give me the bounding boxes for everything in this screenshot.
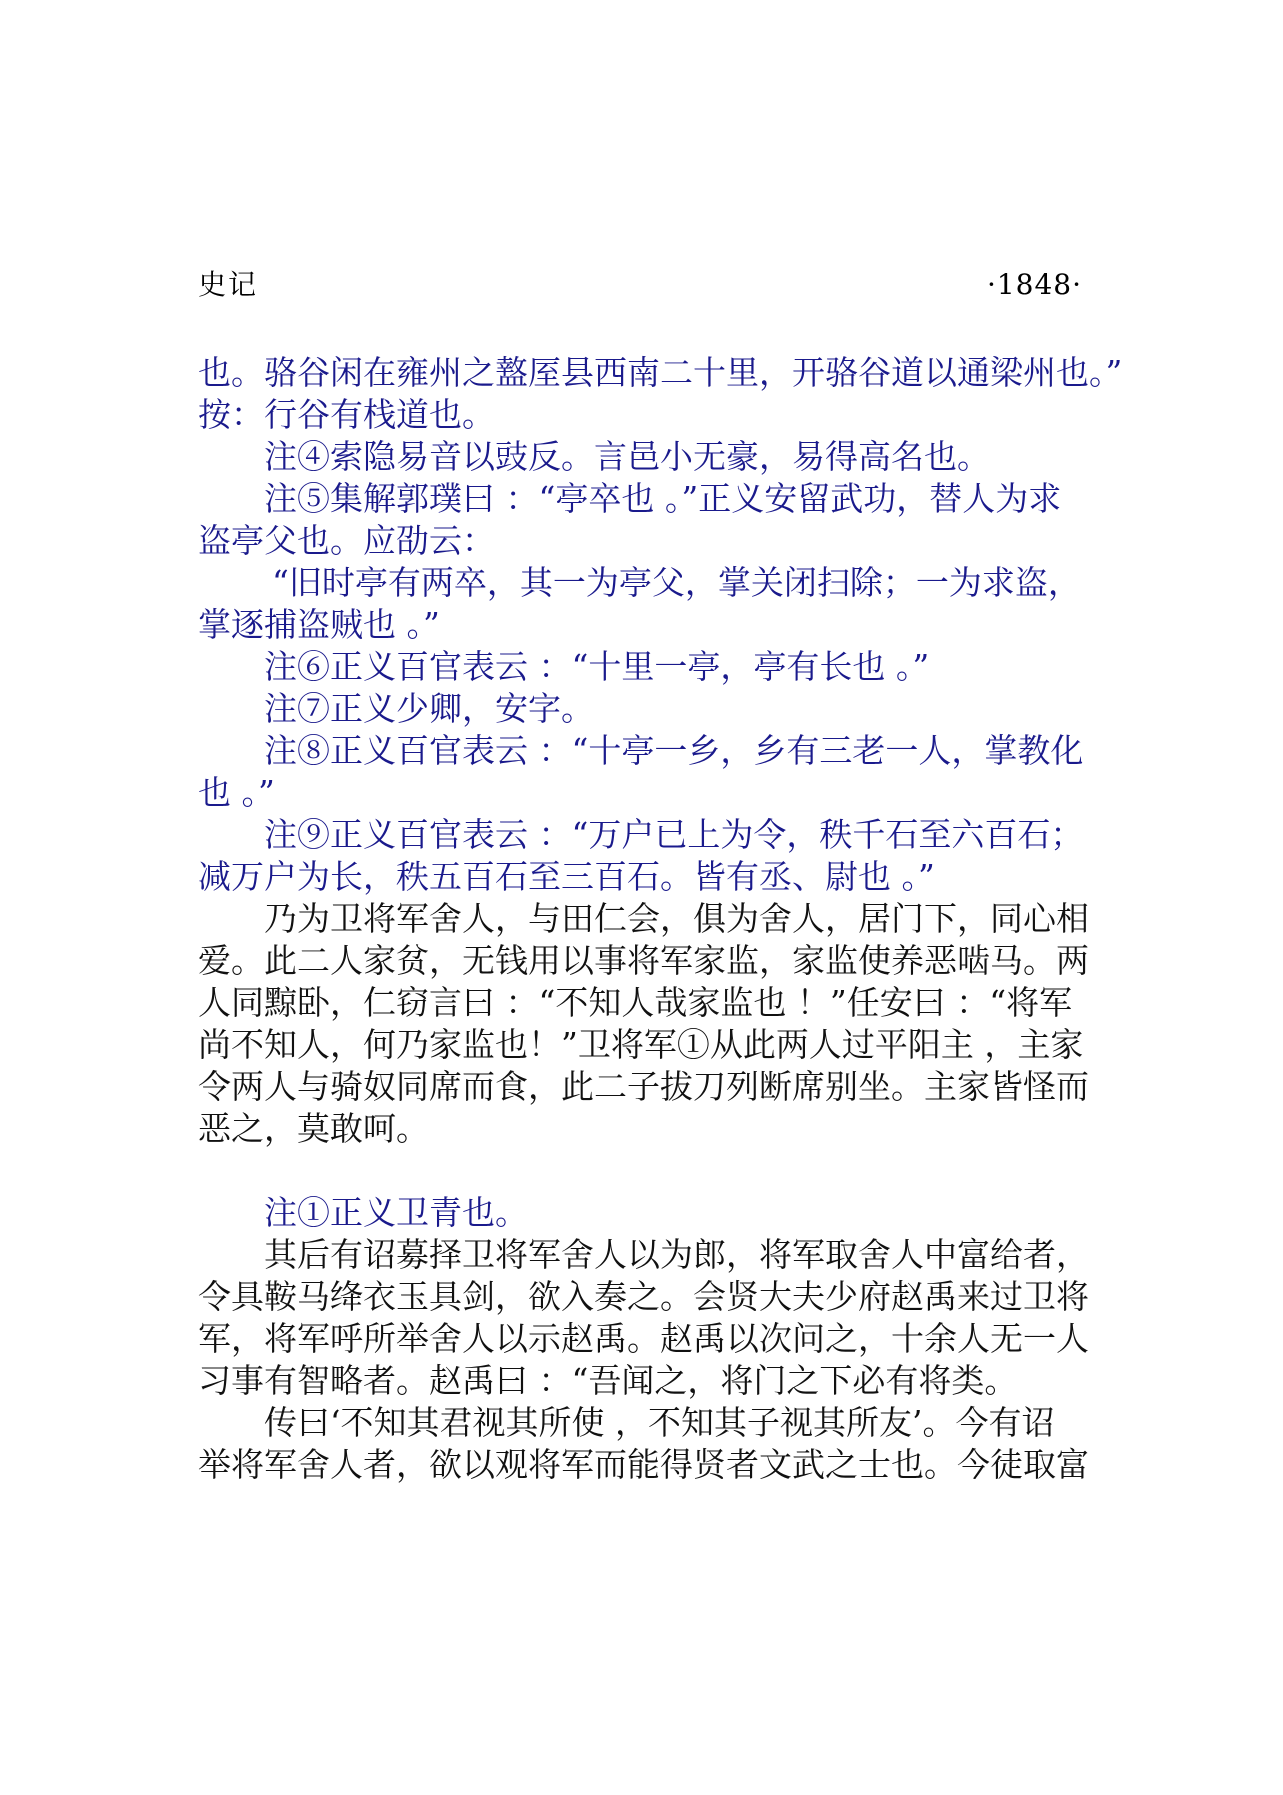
annotation-line: 注⑨正义百官表云 ：“万户已上为令，秩千石至六百石； xyxy=(264,815,1084,854)
annotation-line: 减万户为长，秩五百石至三百石。皆有丞、尉也 。” xyxy=(198,857,935,896)
text-body xyxy=(198,352,1123,1486)
annotation-line: 注⑦正义少卿，安字。 xyxy=(264,689,594,728)
text-line: 爱。此二人家贫，无钱用以事将军家监，家监使养恶啮马。两 xyxy=(198,941,1089,980)
text-line: 人同黥卧，仁窃言曰 ：“不知人哉家监也 ！”任安曰 ：“将军 xyxy=(198,983,1073,1022)
annotation-line: 注①正义卫青也。 xyxy=(264,1193,528,1232)
annotation-line: 盗亭父也。应劭云： xyxy=(198,521,495,560)
page-header xyxy=(198,265,1082,305)
text-line: 举将军舍人者，欲以观将军而能得贤者文武之士也。今徒取富 xyxy=(198,1445,1089,1484)
annotation-line: 也 。” xyxy=(198,773,275,812)
text-line: 恶之，莫敢呵。 xyxy=(198,1109,429,1148)
text-line: 尚不知人，何乃家监也！”卫将军①从此两人过平阳主 ，主家 xyxy=(198,1025,1084,1064)
text-line: 其后有诏募择卫将军舍人以为郎，将军取舍人中富给者， xyxy=(264,1235,1089,1274)
text-line: 乃为卫将军舍人，与田仁会，俱为舍人，居门下，同心相 xyxy=(264,899,1089,938)
book-title: 史记 xyxy=(198,268,259,301)
annotation-line: 掌逐捕盗贼也 。” xyxy=(198,605,440,644)
annotation-line: 注⑤集解郭璞曰 ：“亭卒也 。”正义安留武功，替人为求 xyxy=(264,479,1062,518)
text-line: 令具鞍马绛衣玉具剑，欲入奏之。会贤大夫少府赵禹来过卫将 xyxy=(198,1277,1089,1316)
text-line: 军，将军呼所举舍人以示赵禹。赵禹以次问之，十余人无一人 xyxy=(198,1319,1089,1358)
annotation-line: “旧时亭有两卒，其一为亭父，掌关闭扫除；一为求盗， xyxy=(272,563,1081,602)
annotation-line: 注④索隐易音以豉反。言邑小无豪，易得高名也。 xyxy=(264,437,990,476)
annotation-line: 也。骆谷闲在雍州之盩厔县西南二十里，开骆谷道以通梁州也。” xyxy=(198,353,1123,392)
text-line: 令两人与骑奴同席而食，此二子拔刀列断席别坐。主家皆怪而 xyxy=(198,1067,1089,1106)
annotation-line: 按：行谷有栈道也。 xyxy=(198,395,495,434)
page-number: ·1848· xyxy=(986,268,1082,301)
paragraph-gap xyxy=(198,1150,1086,1192)
text-line: 习事有智略者。赵禹曰 ：“吾闻之，将门之下必有将类。 xyxy=(198,1361,1018,1400)
text-line: 传曰‘不知其君视其所使 ，不知其子视其所友’。今有诏 xyxy=(264,1403,1055,1442)
annotation-line: 注⑧正义百官表云 ：“十亭一乡，乡有三老一人，掌教化 xyxy=(264,731,1084,770)
annotation-line: 注⑥正义百官表云 ：“十里一亭，亭有长也 。” xyxy=(264,647,930,686)
